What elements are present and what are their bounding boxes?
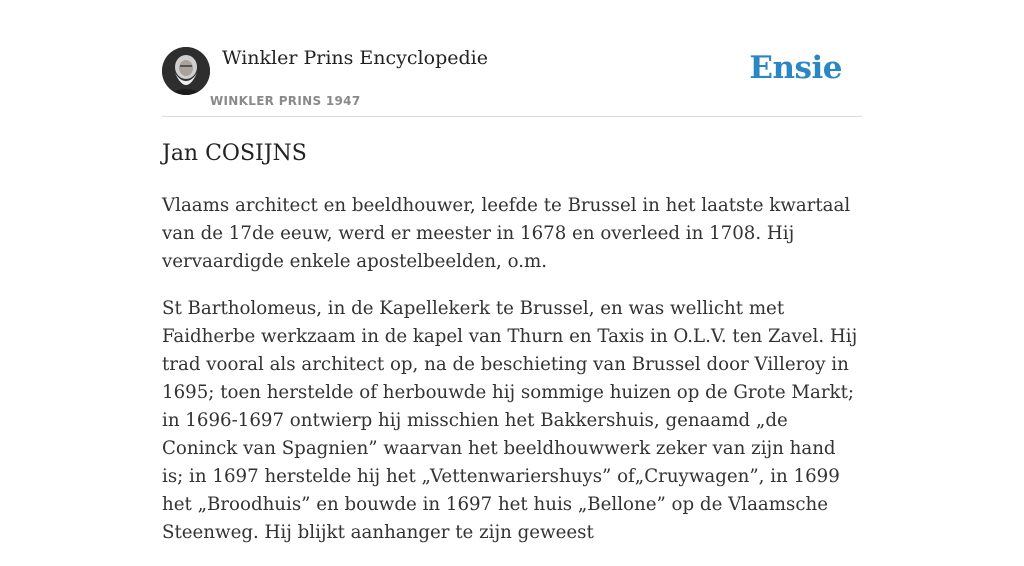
body-paragraph: St Bartholomeus, in de Kapellekerk te Brussel, en was wellicht met Faidherbe werkzaam in de kapel van Thurn en Taxis in O.L.V. ten Zavel. Hij trad vooral als architect op, na de beschieting van Brussel door Villeroy in 1695; toen herstelde of herbouwde hij sommige huizen op de Grote Markt; in 1696-1697 ontwierp hij misschien het Bakkershuis, genaamd „de Coninck van Spagnien” waarvan het beeldhouwwerk zeker van zijn hand is; in 1697 herstelde hij het „Vettenwariershuys” of„Cruywagen”, in 1699 het „Broodhuis” en bouwde in 1697 het huis „Bellone” op de Vlaamsche Steenweg. Hij blijkt aanhanger te zijn geweest (162, 298, 858, 543)
site-header (162, 0, 862, 117)
brand-logo-link[interactable]: Ensie (749, 50, 842, 86)
author-avatar[interactable] (162, 47, 210, 95)
entry-title: Jan COSIJNS (162, 141, 307, 166)
body-paragraph: Vlaams architect en beeldhouwer, leefde te Brussel in het laatste kwartaal van de 17de eeuw, werd er meester in 1678 en overleed in 1708. Hij vervaardigde enkele apostelbeelden, o.m. (162, 195, 851, 272)
page-container (162, 0, 862, 543)
entry-body (162, 192, 862, 566)
collection-label: WINKLER PRINS 1947 (210, 94, 361, 108)
site-title-link[interactable]: Winkler Prins Encyclopedie (222, 47, 488, 69)
portrait-icon (162, 47, 210, 95)
